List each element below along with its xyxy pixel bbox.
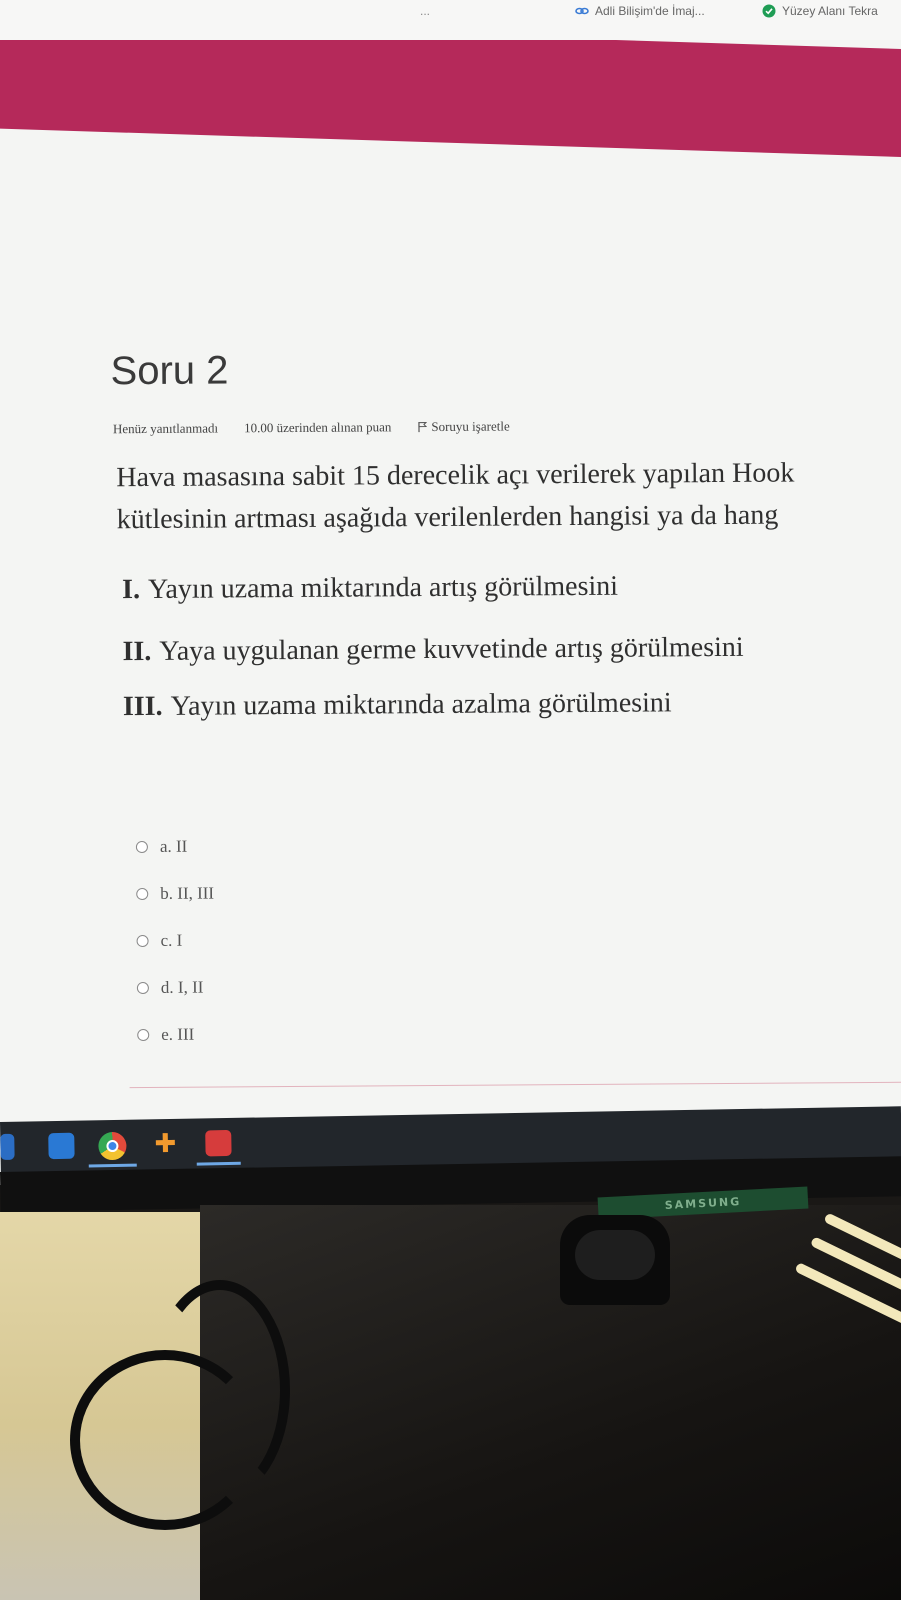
answer-label: d. I, II <box>160 977 204 997</box>
question-info <box>113 418 510 437</box>
question-status: Henüz yanıtlanmadı <box>112 420 219 437</box>
answer-option-a[interactable] <box>136 837 188 857</box>
app-window-icon[interactable] <box>48 1133 74 1159</box>
active-app-indicator <box>89 1164 137 1168</box>
statement-item <box>122 571 618 606</box>
monitor-stand-joint <box>575 1230 655 1280</box>
divider <box>130 1082 901 1088</box>
radio-button[interactable] <box>137 982 149 994</box>
monitor-brand-label: SAMSUNG <box>598 1187 809 1220</box>
statement-text: Yayın uzama miktarında artış görülmesini <box>147 570 619 605</box>
statement-text: Yayın uzama miktarında azalma görülmesini <box>170 687 672 722</box>
chrome-icon[interactable] <box>98 1132 126 1160</box>
answer-label: c. I <box>160 930 183 950</box>
active-app-indicator <box>197 1162 241 1166</box>
answer-label: b. II, III <box>160 883 215 903</box>
radio-button[interactable] <box>137 935 149 947</box>
bookmark-label: Adli Bilişim'de İmaj... <box>595 4 705 18</box>
flag-label: Soruyu işaretle <box>431 418 510 434</box>
plus-app-icon[interactable]: ✚ <box>154 1128 177 1160</box>
answer-option-b[interactable] <box>136 884 214 905</box>
answer-option-d[interactable] <box>137 978 204 998</box>
cable <box>150 1280 290 1500</box>
answer-label: e. III <box>161 1024 195 1044</box>
question-text <box>116 451 901 541</box>
answer-label: a. II <box>159 836 188 856</box>
radio-button[interactable] <box>136 888 148 900</box>
record-app-icon[interactable] <box>205 1130 231 1156</box>
question-text-line: kütlesinin artması aşağıda verilenlerden hangisi ya da hang <box>116 499 779 536</box>
question-title: Soru 2 <box>110 348 229 394</box>
start-button[interactable] <box>0 1134 14 1160</box>
answer-option-c[interactable] <box>137 931 183 951</box>
statement-numeral: III. <box>122 690 163 723</box>
statement-item <box>122 632 743 668</box>
answer-option-e[interactable] <box>137 1025 194 1045</box>
flag-icon <box>417 421 427 433</box>
question-score: 10.00 üzerinden alınan puan <box>244 419 392 436</box>
question-text-line: Hava masasına sabit 15 derecelik açı verilerek yapılan Hook <box>116 457 795 494</box>
radio-button[interactable] <box>136 841 148 853</box>
radio-button[interactable] <box>137 1029 149 1041</box>
statement-text: Yaya uygulanan germe kuvvetinde artış görülmesini <box>159 631 744 667</box>
bookmark-label: ... <box>420 4 431 18</box>
statement-numeral: II. <box>122 635 152 668</box>
monitor-back-shadow <box>200 1205 901 1600</box>
flag-question-link[interactable] <box>417 418 509 435</box>
bookmark-label: Yüzey Alanı Tekra <box>782 4 878 18</box>
statement-numeral: I. <box>122 574 141 606</box>
statement-item <box>123 687 672 723</box>
